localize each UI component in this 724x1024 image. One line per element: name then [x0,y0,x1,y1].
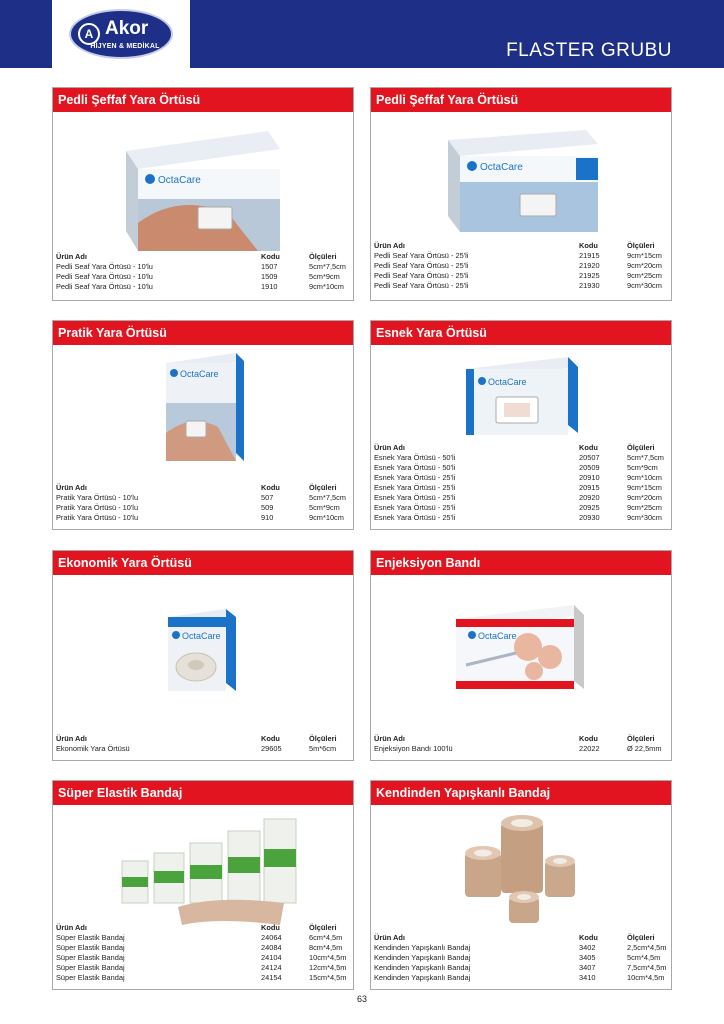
row-code: 24124 [261,963,282,972]
product-brand-label: OctaCare [158,175,201,186]
row-size: 9cm*10cm [627,473,662,482]
row-code: 1509 [261,272,278,281]
row-name: Pedli Seaf Yara Örtüsü - 10'lu [56,262,153,271]
product-title: Pedli Şeffaf Yara Örtüsü [371,88,671,112]
row-size: 9cm*10cm [309,513,344,522]
row-code: 507 [261,493,274,502]
table-header-row [374,933,666,943]
product-title: Esnek Yara Örtüsü [371,321,671,345]
product-table [374,443,664,523]
row-name: Esnek Yara Örtüsü - 25'li [374,503,456,512]
product-card-kendinden-yapiskanli [370,780,672,990]
brand-subtitle: HİJYEN & MEDİKAL [90,43,160,50]
header-name: Ürün Adı [56,734,87,743]
table-row [374,271,662,281]
table-header-row [374,241,662,251]
row-code: 910 [261,513,274,522]
product-image [148,349,258,474]
header-name: Ürün Adı [374,241,405,250]
table-row [374,973,666,983]
row-code: 20910 [579,473,600,482]
table-row [374,473,664,483]
row-name: Pratik Yara Örtüsü - 10'lu [56,503,139,512]
header-code: Kodu [579,933,598,942]
row-code: 24154 [261,973,282,982]
row-code: 24064 [261,933,282,942]
table-header-row [56,734,337,744]
row-name: Pratik Yara Örtüsü - 10'lu [56,493,139,502]
product-card-super-elastik [52,780,354,990]
header-name: Ürün Adı [56,923,87,932]
row-code: 21915 [579,251,600,260]
header-size: Ölçüleri [627,443,655,452]
product-table [374,734,662,754]
product-table [374,241,662,291]
product-title: Pedli Şeffaf Yara Örtüsü [53,88,353,112]
header-name: Ürün Adı [374,443,405,452]
header-size: Ölçüleri [627,734,655,743]
table-row [374,953,666,963]
table-row [374,943,666,953]
product-image [451,811,591,929]
row-size: 7,5cm*4,5m [627,963,667,972]
product-card-enjeksiyon [370,550,672,761]
header-size: Ölçüleri [309,734,337,743]
product-brand-label: OctaCare [180,369,219,379]
row-size: 9cm*30cm [627,513,662,522]
table-row [374,281,662,291]
header-size: Ölçüleri [627,933,655,942]
row-code: 20925 [579,503,600,512]
product-table [56,252,346,292]
table-row [56,493,346,503]
row-code: 22022 [579,744,600,753]
row-name: Esnek Yara Örtüsü - 50'li [374,463,456,472]
product-table [56,734,337,754]
row-size: 5cm*9cm [309,503,340,512]
table-row [56,953,346,963]
table-row [56,973,346,983]
product-table [56,923,346,983]
row-size: 5m*6cm [309,744,337,753]
table-header-row [374,734,662,744]
product-table [56,483,346,523]
product-image [436,124,606,244]
row-name: Esnek Yara Örtüsü - 50'li [374,453,456,462]
table-row [374,261,662,271]
row-size: 5cm*7,5cm [309,493,346,502]
row-name: Esnek Yara Örtüsü - 25'li [374,513,456,522]
row-code: 21925 [579,271,600,280]
row-code: 20915 [579,483,600,492]
brand-name: Akor [105,18,149,39]
table-row [374,513,664,523]
row-code: 24084 [261,943,282,952]
header-size: Ölçüleri [309,483,337,492]
row-name: Pedli Seaf Yara Örtüsü - 10'lu [56,272,153,281]
table-row [56,503,346,513]
row-size: 5cm*4,5m [627,953,661,962]
row-size: 10cm*4,5m [309,953,347,962]
table-row [56,272,346,282]
product-brand-label: OctaCare [478,631,517,641]
header-code: Kodu [579,241,598,250]
page-number: 63 [356,994,367,1004]
product-brand-label: OctaCare [488,377,527,387]
table-row [374,503,664,513]
row-size: 15cm*4,5m [309,973,347,982]
row-size: 9cm*15cm [627,251,662,260]
table-row [56,282,346,292]
product-brand-label: OctaCare [182,631,221,641]
row-name: Enjeksiyon Bandı 100'lü [374,744,453,753]
product-card-esnek [370,320,672,530]
product-image [108,811,298,929]
row-name: Pedli Seaf Yara Örtüsü - 10'lu [56,282,153,291]
table-row [56,513,346,523]
row-code: 20920 [579,493,600,502]
table-row [56,943,346,953]
product-title: Süper Elastik Bandaj [53,781,353,805]
row-size: 5cm*7,5cm [627,453,664,462]
row-code: 20509 [579,463,600,472]
header-size: Ölçüleri [627,241,655,250]
row-size: Ø 22,5mm [627,744,662,753]
product-table [374,933,666,983]
row-size: 5cm*9cm [309,272,340,281]
row-name: Pratik Yara Örtüsü - 10'lu [56,513,139,522]
row-name: Süper Elastik Bandaj [56,953,125,962]
row-size: 9cm*10cm [309,282,344,291]
page-header [0,0,724,68]
row-size: 9cm*30cm [627,281,662,290]
row-size: 10cm*4,5m [627,973,665,982]
row-name: Kendinden Yapışkanlı Bandaj [374,963,471,972]
table-header-row [56,923,346,933]
product-image [118,123,288,263]
product-image [148,603,258,703]
logo-oval [69,9,173,59]
table-row [374,463,664,473]
row-code: 1910 [261,282,278,291]
row-name: Pedli Seaf Yara Örtüsü - 25'li [374,271,469,280]
row-code: 509 [261,503,274,512]
row-name: Esnek Yara Örtüsü - 25'li [374,473,456,482]
product-card-pedli-seffaf-10 [52,87,354,301]
table-row [56,744,337,754]
table-row [374,744,662,754]
header-code: Kodu [261,923,280,932]
row-code: 3407 [579,963,596,972]
header-size: Ölçüleri [309,923,337,932]
row-name: Pedli Seaf Yara Örtüsü - 25'li [374,251,469,260]
page-title: FLASTER GRUBU [506,40,672,61]
row-code: 20507 [579,453,600,462]
table-row [56,933,346,943]
row-size: 12cm*4,5m [309,963,347,972]
row-name: Esnek Yara Örtüsü - 25'li [374,493,456,502]
table-header-row [56,252,346,262]
table-row [56,963,346,973]
table-row [374,251,662,261]
header-name: Ürün Adı [374,734,405,743]
header-size: Ölçüleri [309,252,337,261]
row-size: 2,5cm*4,5m [627,943,667,952]
row-code: 3405 [579,953,596,962]
row-name: Süper Elastik Bandaj [56,943,125,952]
row-name: Pedli Seaf Yara Örtüsü - 25'li [374,281,469,290]
table-row [56,262,346,272]
table-row [374,453,664,463]
row-name: Esnek Yara Örtüsü - 25'li [374,483,456,492]
row-code: 3402 [579,943,596,952]
row-name: Kendinden Yapışkanlı Bandaj [374,973,471,982]
row-name: Süper Elastik Bandaj [56,933,125,942]
header-code: Kodu [261,734,280,743]
header-code: Kodu [261,483,280,492]
row-size: 9cm*20cm [627,261,662,270]
table-header-row [56,483,346,493]
row-name: Kendinden Yapışkanlı Bandaj [374,953,471,962]
row-code: 24104 [261,953,282,962]
row-code: 3410 [579,973,596,982]
row-size: 9cm*20cm [627,493,662,502]
logo-mark-icon: A [78,23,100,45]
row-size: 9cm*25cm [627,271,662,280]
header-code: Kodu [261,252,280,261]
row-code: 1507 [261,262,278,271]
brand-logo [52,0,190,68]
row-size: 5cm*9cm [627,463,658,472]
product-card-pedli-seffaf-25 [370,87,672,301]
row-name: Kendinden Yapışkanlı Bandaj [374,943,471,952]
header-name: Ürün Adı [56,483,87,492]
product-image [446,597,596,702]
product-title: Ekonomik Yara Örtüsü [53,551,353,575]
product-image [456,349,586,449]
row-code: 21920 [579,261,600,270]
row-size: 5cm*7,5cm [309,262,346,271]
product-title: Enjeksiyon Bandı [371,551,671,575]
header-name: Ürün Adı [374,933,405,942]
product-title: Kendinden Yapışkanlı Bandaj [371,781,671,805]
row-size: 9cm*25cm [627,503,662,512]
product-card-pratik [52,320,354,530]
table-header-row [374,443,664,453]
row-size: 8cm*4,5m [309,943,343,952]
table-row [374,963,666,973]
header-code: Kodu [579,734,598,743]
row-name: Ekonomik Yara Örtüsü [56,744,130,753]
product-title: Pratik Yara Örtüsü [53,321,353,345]
table-row [374,493,664,503]
row-name: Pedli Seaf Yara Örtüsü - 25'li [374,261,469,270]
row-name: Süper Elastik Bandaj [56,963,125,972]
row-code: 29605 [261,744,282,753]
table-row [374,483,664,493]
row-name: Süper Elastik Bandaj [56,973,125,982]
header-code: Kodu [579,443,598,452]
product-brand-label: OctaCare [480,162,523,173]
product-card-ekonomik [52,550,354,761]
header-name: Ürün Adı [56,252,87,261]
row-size: 9cm*15cm [627,483,662,492]
row-size: 6cm*4,5m [309,933,343,942]
row-code: 21930 [579,281,600,290]
row-code: 20930 [579,513,600,522]
